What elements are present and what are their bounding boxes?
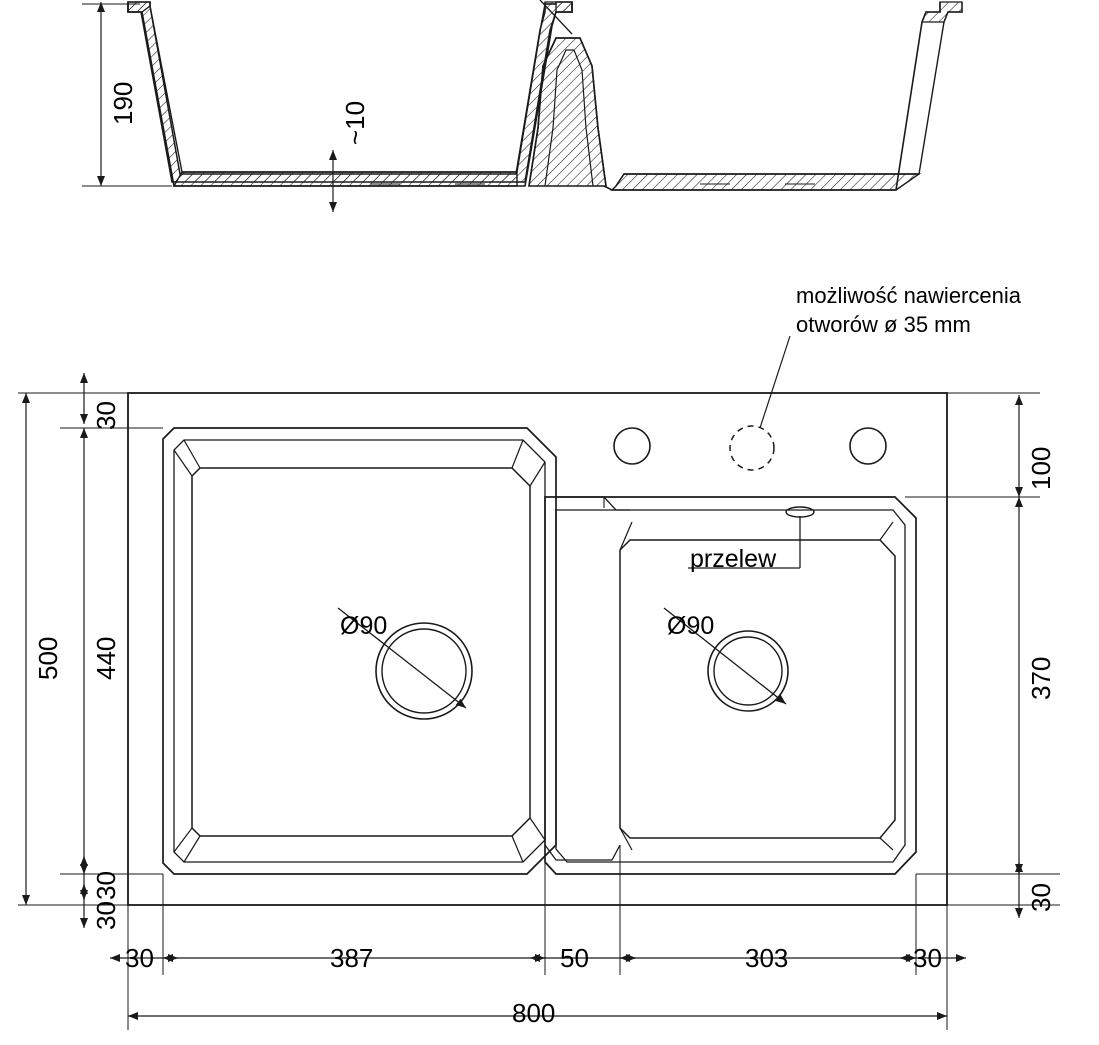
dim-left-bottom-offset-b: 30: [91, 901, 121, 930]
dim-section-thickness: ~10: [340, 100, 370, 145]
drill-note-line-1: możliwość nawiercenia: [796, 283, 1021, 308]
dim-bottom-left-edge: 30: [125, 943, 154, 973]
dim-left-top-offset: 30: [91, 401, 121, 430]
dim-total-width: 800: [512, 998, 556, 1028]
dim-right-top-offset: 100: [1026, 446, 1056, 490]
dim-left-bottom-offset-a: 30: [91, 871, 121, 900]
drill-note-line-2: otworów ø 35 mm: [796, 312, 971, 337]
dim-right-inner-height: 370: [1026, 656, 1056, 700]
cross-section-view: [82, 0, 962, 212]
plan-view: [18, 336, 1060, 1030]
dim-section-depth: 190: [108, 81, 138, 125]
dim-bottom-right-edge: 30: [913, 943, 942, 973]
left-drain-diameter-label: Ø90: [340, 612, 388, 640]
dim-inner-height: 440: [91, 636, 121, 680]
dim-bowl-left-width: 387: [330, 943, 374, 973]
dim-right-bottom-offset: 30: [1026, 883, 1056, 912]
right-drain-diameter-label: Ø90: [667, 612, 715, 640]
dim-total-height: 500: [33, 636, 63, 680]
overflow-label: przelew: [690, 545, 777, 573]
dim-bowl-right-width: 303: [745, 943, 789, 973]
dim-bowl-gap: 50: [560, 943, 589, 973]
